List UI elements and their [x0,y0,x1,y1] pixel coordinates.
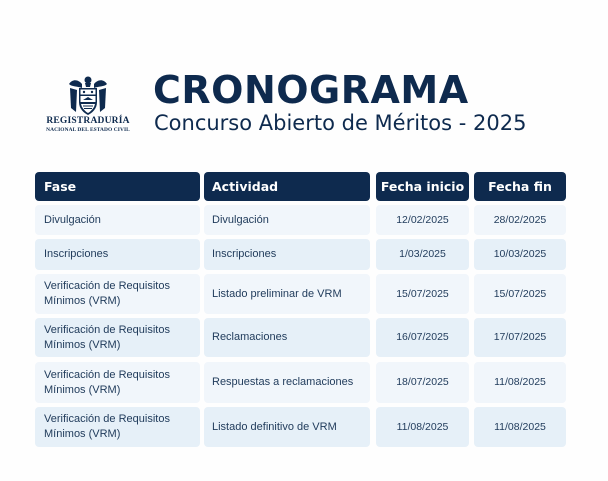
table-cell-actividad: Inscripciones [204,239,370,270]
coat-of-arms-icon [65,74,111,116]
page-title: CRONOGRAMA [153,68,469,112]
table-cell-fase: Verificación de Requisitos Mínimos (VRM) [35,318,200,357]
table-cell-fecha-inicio: 1/03/2025 [376,239,469,270]
table-cell-fecha-inicio: 15/07/2025 [376,274,469,314]
table-cell-actividad: Listado definitivo de VRM [204,407,370,447]
table-cell-fase: Verificación de Requisitos Mínimos (VRM) [35,274,200,314]
logo-subtitle: NACIONAL DEL ESTADO CIVIL [46,127,130,133]
logo-name: REGISTRADURÍA [46,116,130,126]
table-cell-fecha-fin: 10/03/2025 [474,239,566,270]
table-cell-actividad: Respuestas a reclamaciones [204,362,370,403]
table-cell-actividad: Listado preliminar de VRM [204,274,370,314]
table-cell-actividad: Reclamaciones [204,318,370,357]
table-cell-fase: Verificación de Requisitos Mínimos (VRM) [35,362,200,403]
registraduria-logo [40,74,136,134]
table-cell-fecha-fin: 17/07/2025 [474,318,566,357]
table-cell-fecha-inicio: 11/08/2025 [376,407,469,447]
table-cell-fecha-inicio: 12/02/2025 [376,205,469,235]
page-subtitle: Concurso Abierto de Méritos - 2025 [154,111,527,135]
table-cell-fecha-fin: 15/07/2025 [474,274,566,314]
table-cell-fase: Divulgación [35,205,200,235]
table-cell-fecha-fin: 28/02/2025 [474,205,566,235]
table-cell-actividad: Divulgación [204,205,370,235]
table-cell-fase: Inscripciones [35,239,200,270]
table-cell-fecha-inicio: 18/07/2025 [376,362,469,403]
column-header-fase: Fase [35,172,200,201]
table-cell-fecha-fin: 11/08/2025 [474,407,566,447]
table-cell-fecha-fin: 11/08/2025 [474,362,566,403]
column-header-fecha-fin: Fecha fin [474,172,566,201]
column-header-actividad: Actividad [204,172,370,201]
table-cell-fecha-inicio: 16/07/2025 [376,318,469,357]
table-cell-fase: Verificación de Requisitos Mínimos (VRM) [35,407,200,447]
column-header-fecha-inicio: Fecha inicio [376,172,469,201]
